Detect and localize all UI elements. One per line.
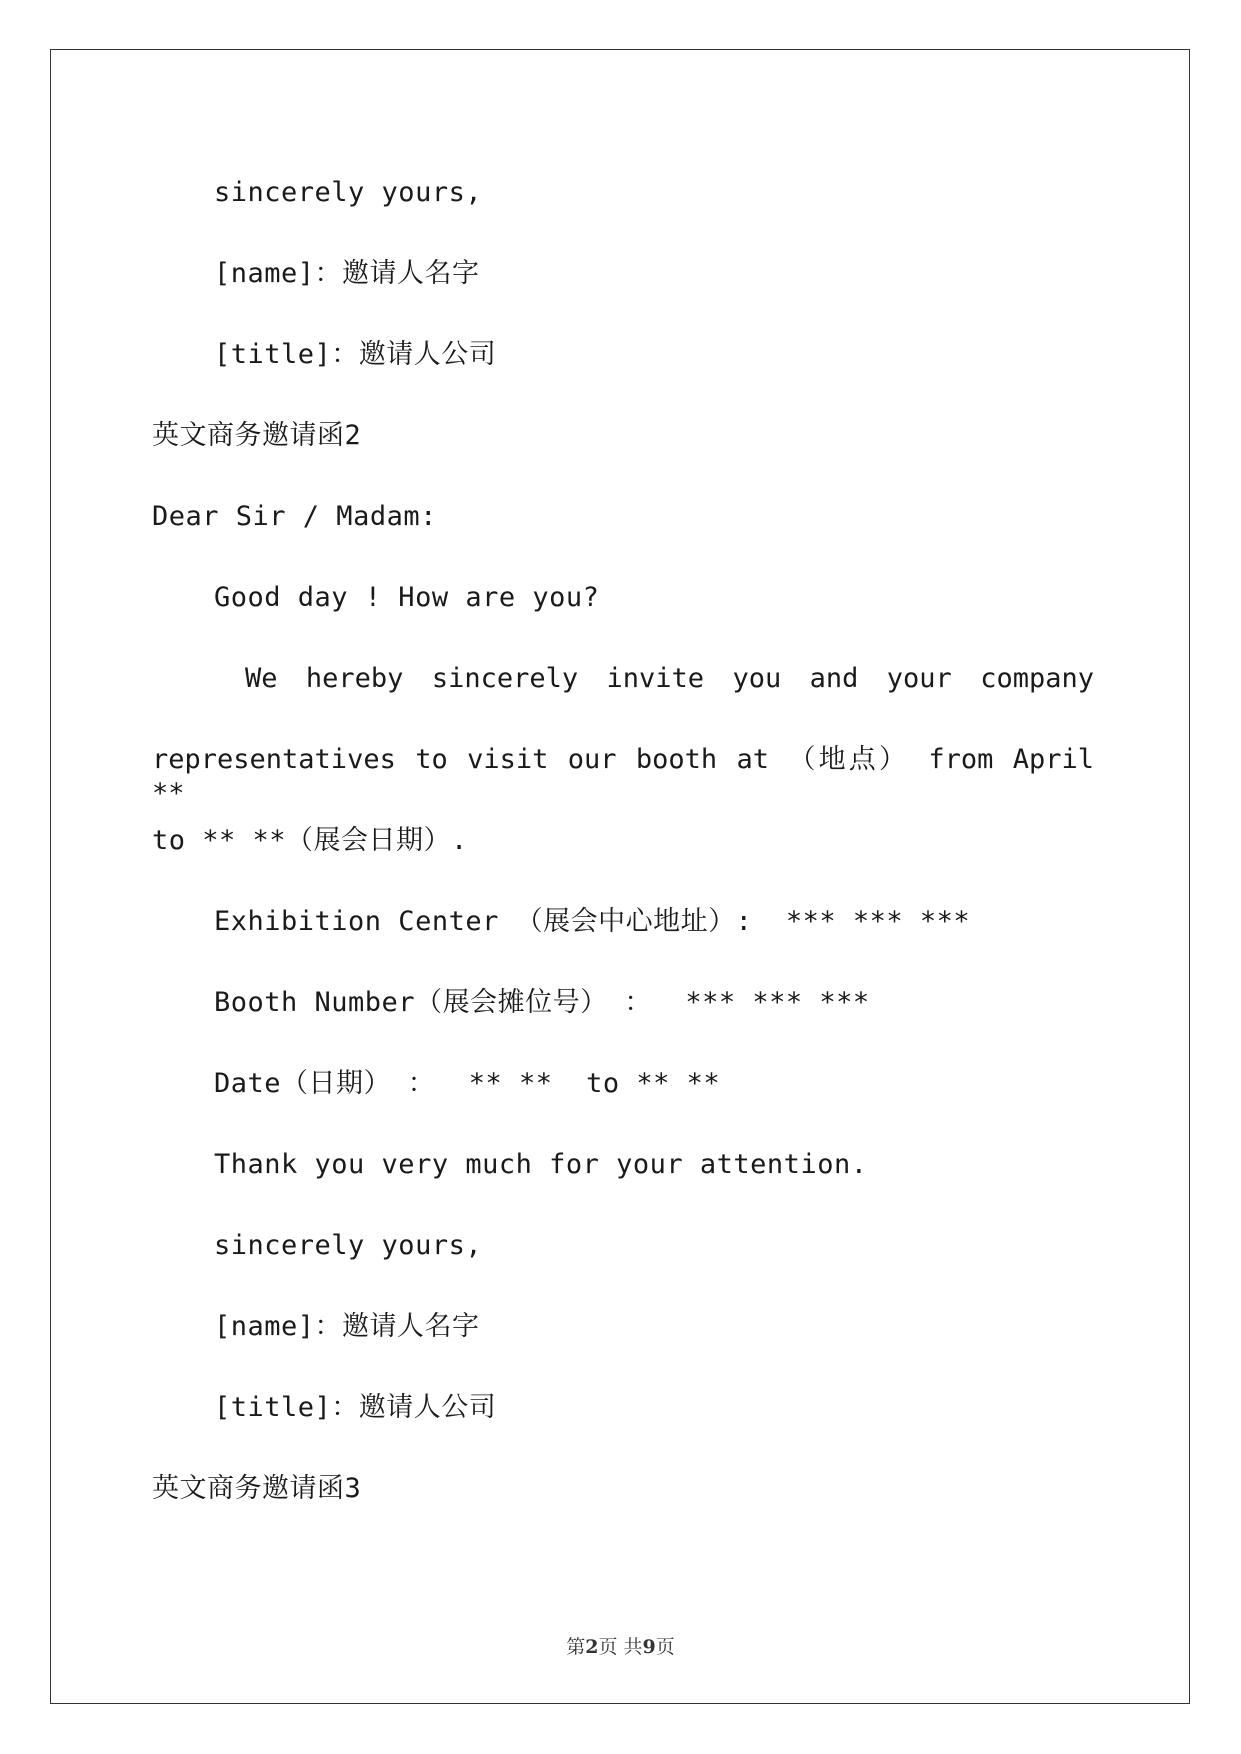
booth-number-line: Booth Number（展会摊位号） ： *** *** *** [214, 987, 870, 1018]
section-heading: 英文商务邀请函2 [152, 420, 362, 451]
body-paragraph-line-2: representatives to visit our booth at （地点） from April ** [152, 744, 1094, 809]
page-footer [0, 1632, 1241, 1659]
title-line: [title]：邀请人公司 [214, 1392, 497, 1423]
salutation: Dear Sir / Madam: [152, 501, 437, 532]
footer-mid: 页 共 [598, 1636, 643, 1658]
closing-line: sincerely yours, [214, 177, 483, 208]
body-paragraph-line-1: We hereby sincerely invite you and your company [245, 663, 1094, 694]
footer-suffix: 页 [655, 1636, 675, 1658]
current-page-number: 2 [585, 1636, 599, 1658]
closing-line: sincerely yours, [214, 1230, 483, 1261]
greeting: Good day ! How are you? [214, 582, 600, 613]
name-line: [name]：邀请人名字 [214, 258, 480, 289]
title-line: [title]：邀请人公司 [214, 339, 497, 370]
exhibition-center-line: Exhibition Center （展会中心地址）: *** *** *** [214, 906, 971, 937]
date-line: Date（日期） ： ** ** to ** ** [214, 1068, 721, 1099]
page-border [50, 49, 1190, 1704]
footer-prefix: 第 [566, 1636, 586, 1658]
body-paragraph-line-3: to ** **（展会日期）. [152, 825, 468, 856]
name-line: [name]：邀请人名字 [214, 1311, 480, 1342]
thanks-line: Thank you very much for your attention. [214, 1149, 868, 1180]
section-heading: 英文商务邀请函3 [152, 1473, 362, 1504]
total-pages-number: 9 [642, 1636, 656, 1658]
